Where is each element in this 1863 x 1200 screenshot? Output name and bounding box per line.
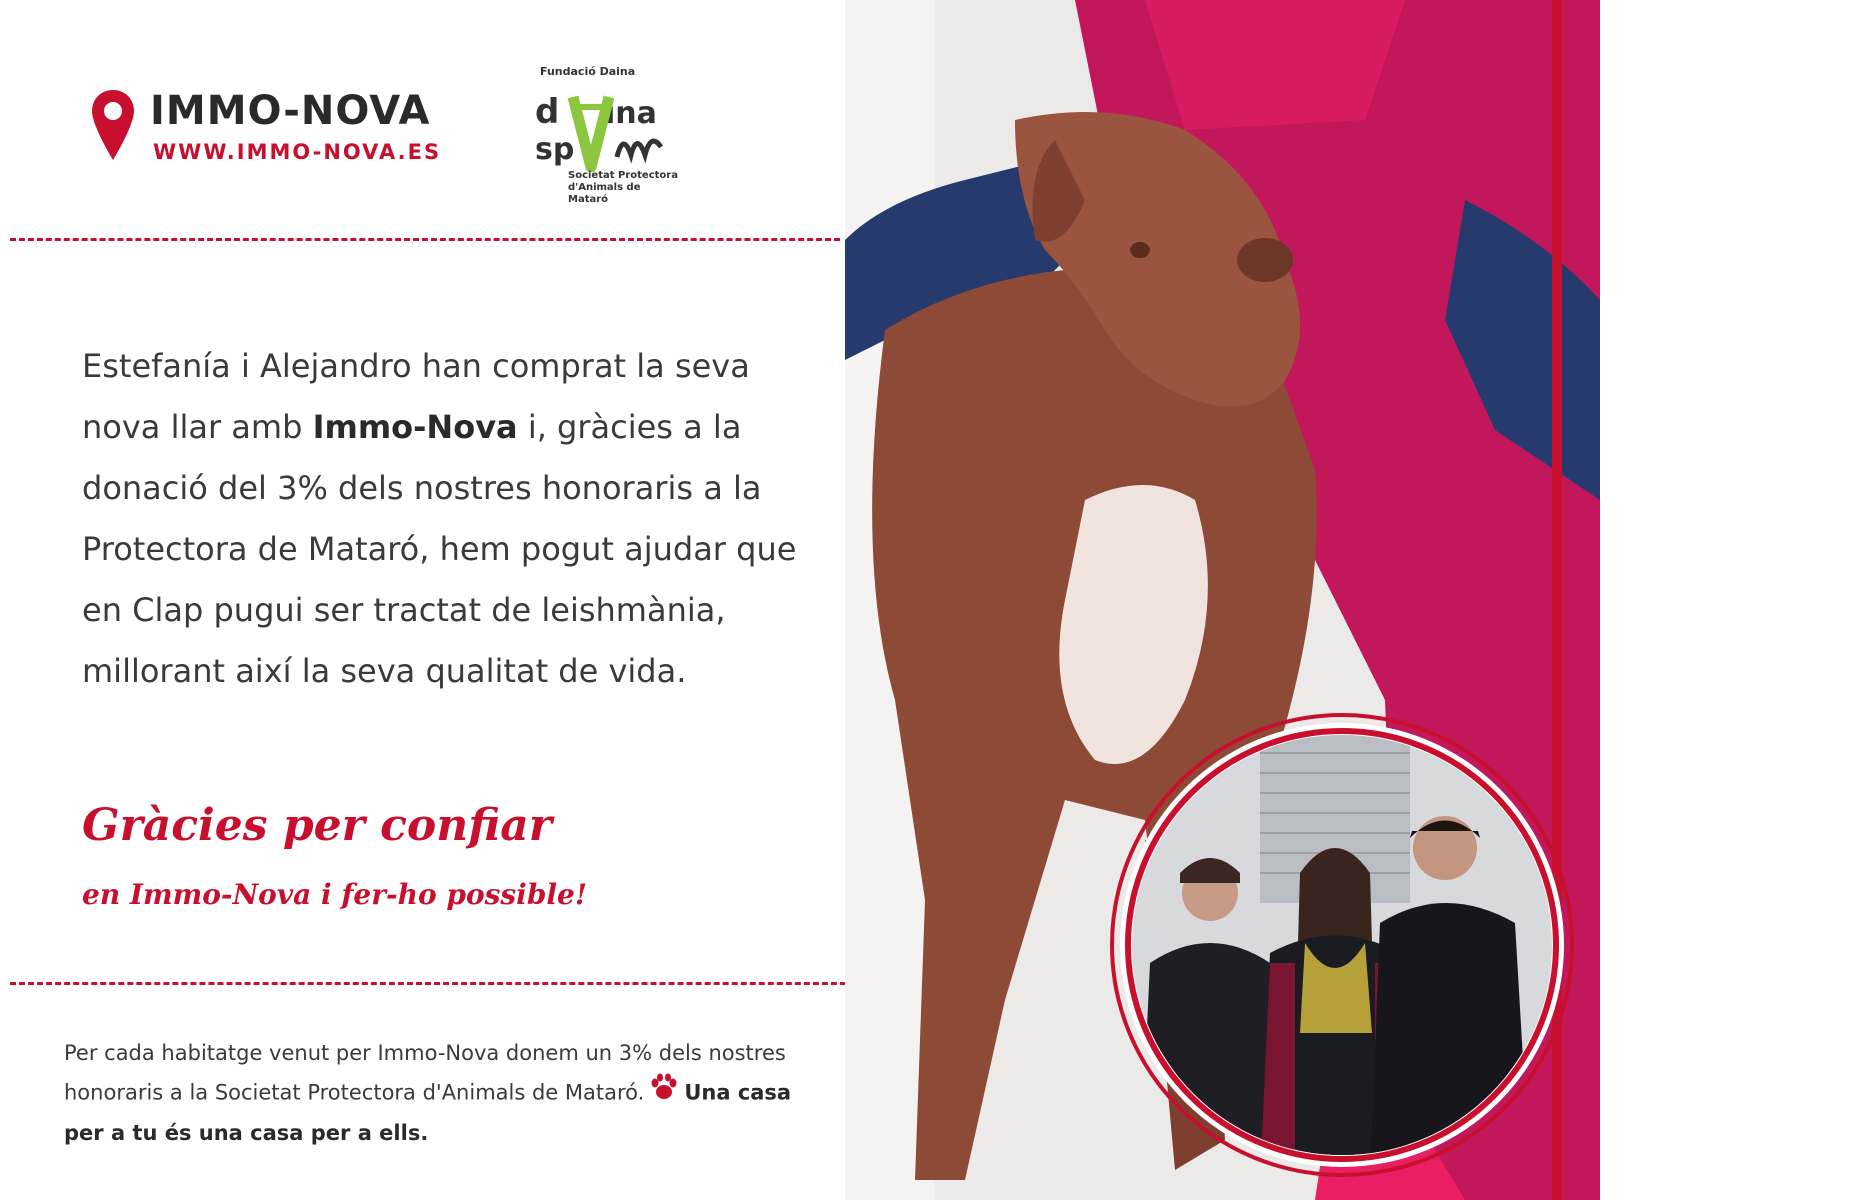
story-text: Estefanía i Alejandro han comprat la seva nova llar amb Immo-Nova i, gràcies a la donació del 3% dels nostres honoraris a la Protectora de Mataró, hem pogut ajudar que en Clap pugui ser tractat de leishmània, millorant així la seva qualitat de vida. — [82, 347, 797, 690]
dog-name-caption: Clap — [1732, 1078, 1863, 1139]
paw-icon — [644, 1073, 684, 1114]
footer-slogan: Una casa per a tu és una casa per a ells. — [64, 1080, 792, 1145]
daina-bottom-text: Societat Protectora d'Animals de Mataró — [568, 170, 678, 205]
svg-text:d: d — [535, 92, 560, 132]
footer-text: Per cada habitatge venut per Immo-Nova donem un 3% dels nostres honoraris a la Societat Protectora d'Animals de Mataró. Una casa per a tu és una casa per a ells. — [64, 1041, 792, 1145]
brand-name: IMMO-NOVA — [150, 88, 431, 134]
customers-photo-illustration — [1110, 713, 1575, 1178]
story-highlight: Immo-Nova — [312, 408, 518, 446]
bottom-divider — [10, 982, 855, 985]
thanks-subheading: en Immo-Nova i fer-ho possible! — [82, 878, 588, 911]
svg-text:ina: ina — [605, 96, 657, 131]
daina-top-text: Fundació Daina — [540, 65, 636, 78]
location-pin-icon — [90, 88, 136, 164]
customers-photo — [1110, 713, 1575, 1178]
daina-logo — [535, 65, 680, 205]
top-divider — [10, 238, 840, 241]
thanks-heading: Gràcies per confiar — [82, 800, 552, 851]
immo-nova-logo — [90, 88, 470, 168]
left-panel — [0, 0, 845, 1200]
brand-url: WWW.IMMO-NOVA.ES — [153, 140, 442, 164]
svg-text:sp: sp — [535, 132, 575, 167]
